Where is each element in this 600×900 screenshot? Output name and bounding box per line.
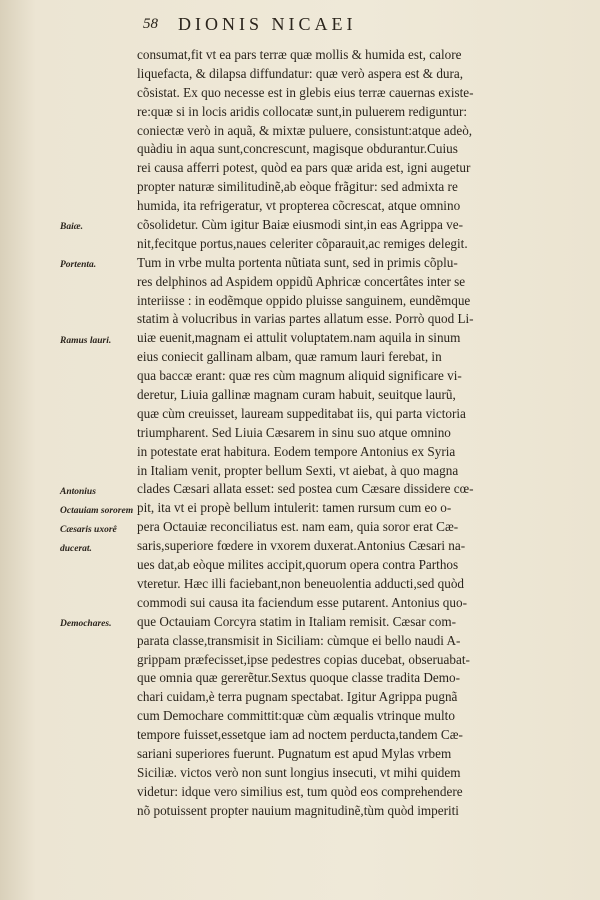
text-line: propter naturæ similitudinẽ,ab eòque frãgitur: sed admixta re (137, 179, 458, 195)
text-line: interiisse : in eodẽmque oppido pluisse sanguinem, eundẽmque (137, 292, 471, 308)
text-line: quæ cùm creuisset, lauream suppeditabat iis, qui parta victoria (137, 405, 466, 421)
text-line: re:quæ si in locis aridis collocatæ sunt,in puluerem rediguntur: (137, 103, 467, 119)
text-line: que Octauiam Corcyra statim in Italiam remisit. Cæsar com- (137, 613, 456, 629)
text-line: saris,superiore fœdere in vxorem duxerat.Antonius Cæsari na- (137, 538, 466, 554)
text-line: cõsolidetur. Cùm igitur Baiæ eiusmodi sint,in eas Agrippa ve- (137, 217, 463, 233)
page-header (0, 10, 600, 40)
text-line: quàdiu in aqua sunt,concrescunt, magisque obdurantur.Cuius (137, 141, 458, 157)
text-line: nit,fecitque portus,naues celeriter cõparauit,ac remiges delegit. (137, 235, 468, 251)
text-line: uiæ euenit,magnam ei attulit voluptatem.nam aquila in sinum (137, 330, 461, 346)
text-line: liquefacta, & dilapsa diffundatur: quæ verò aspera est & dura, (137, 65, 464, 81)
text-line: eius coniecit gallinam albam, quæ ramum lauri ferebat, in (137, 349, 442, 365)
text-line: rei causa afferri potest, quòd ea pars quæ arida est, igni augetur (137, 160, 471, 176)
text-line: triumpharent. Sed Liuia Cæsarem in sinu suo atque omnino (137, 424, 451, 440)
page-number: 58 (143, 16, 158, 32)
running-title: DIONIS NICAEI (178, 14, 357, 34)
text-line: tempore fuisset,essetque iam ad noctem perducta,tandem Cæ- (137, 727, 463, 743)
text-line: consumat,fit vt ea pars terræ quæ mollis & humida est, calore (137, 47, 462, 62)
text-line: nõ potuissent propter nauium magnitudinẽ,tùm quòd imperiti (137, 802, 459, 818)
text-line: grippam præfecisset,ipse pedestres copias ducebat, obseruabat- (137, 651, 470, 667)
margin-note: Ramus lauri. (60, 335, 112, 346)
text-line: videtur: idque vero similius est, tum quòd eos comprehendere (137, 783, 463, 799)
text-line: pera Octauiæ reconciliatus est. nam eam, quia soror erat Cæ- (137, 519, 459, 535)
text-line: parata classe,transmisit in Siciliam: cùmque ei bello naudi A- (137, 632, 461, 648)
margin-note: Baiæ. (60, 222, 83, 233)
text-line: humida, ita refrigeratur, vt propterea cõcrescat, atque omnino (137, 198, 461, 214)
text-line: sariani superiores fuerunt. Pugnatum est apud Mylas vrbem (137, 745, 452, 761)
text-line: que omnia quæ gererẽtur.Sextus quoque classe tradita Demo- (137, 670, 461, 686)
text-line: clades Cæsari allata esset: sed postea cum Cæsare dissidere cœ- (137, 481, 474, 497)
text-line: commodi sui causa ita faciendum esse putarent. Antonius quo- (137, 594, 467, 610)
margin-note: Portenta. (60, 259, 97, 270)
margin-note: Demochares. (60, 619, 112, 629)
text-line: Siciliæ. victos verò non sunt longius insecuti, vt mihi quidem (137, 764, 461, 780)
text-line: statim à volucribus in varias partes allatum esse. Porrò quod Li- (137, 311, 474, 327)
body-text (137, 46, 537, 821)
text-line: deretur, Liuia gallinæ magnam curam habuit, seuitque laurũ, (137, 387, 456, 403)
text-line: cõsistat. Ex quo necesse est in glebis eius terræ cauernas existe- (137, 84, 474, 100)
margin-note: Antonius Octauiam sororem Cæsaris uxorê ducerat. (60, 486, 134, 554)
text-line: Tum in vrbe multa portenta nũtiata sunt, sed in primis cõplu- (137, 254, 458, 270)
text-line: res delphinos ad Aspidem oppidũ Aphricæ concertâtes inter se (137, 273, 466, 289)
text-line: in potestate erat habitura. Eodem tempore Antonius ex Syria (137, 443, 456, 459)
text-line: coniectæ verò in aquã, & mixtæ puluere, consistunt:atque adeò, (137, 122, 473, 138)
text-line: pit, ita vt ei propè bellum intulerit: tamen rursum cum eo o- (137, 500, 452, 516)
text-line: vteretur. Hæc illi faciebant,non beneuolentia adducti,sed quòd (137, 575, 465, 591)
text-line: ues dat,ab eòque milites accipit,quorum opera contra Parthos (137, 557, 459, 573)
text-line: chari cuidam,è terra pugnam spectabat. Igitur Agrippa pugnã (137, 689, 458, 705)
text-line: qua baccæ erant: quæ res cùm magnum aliquid significare vi- (137, 368, 462, 384)
text-line: in Italiam venit, propter bellum Sexti, vt aiebat, à quo magna (137, 462, 459, 478)
text-line: cum Demochare committit:quæ cùm æqualis vtrinque multo (137, 708, 455, 724)
